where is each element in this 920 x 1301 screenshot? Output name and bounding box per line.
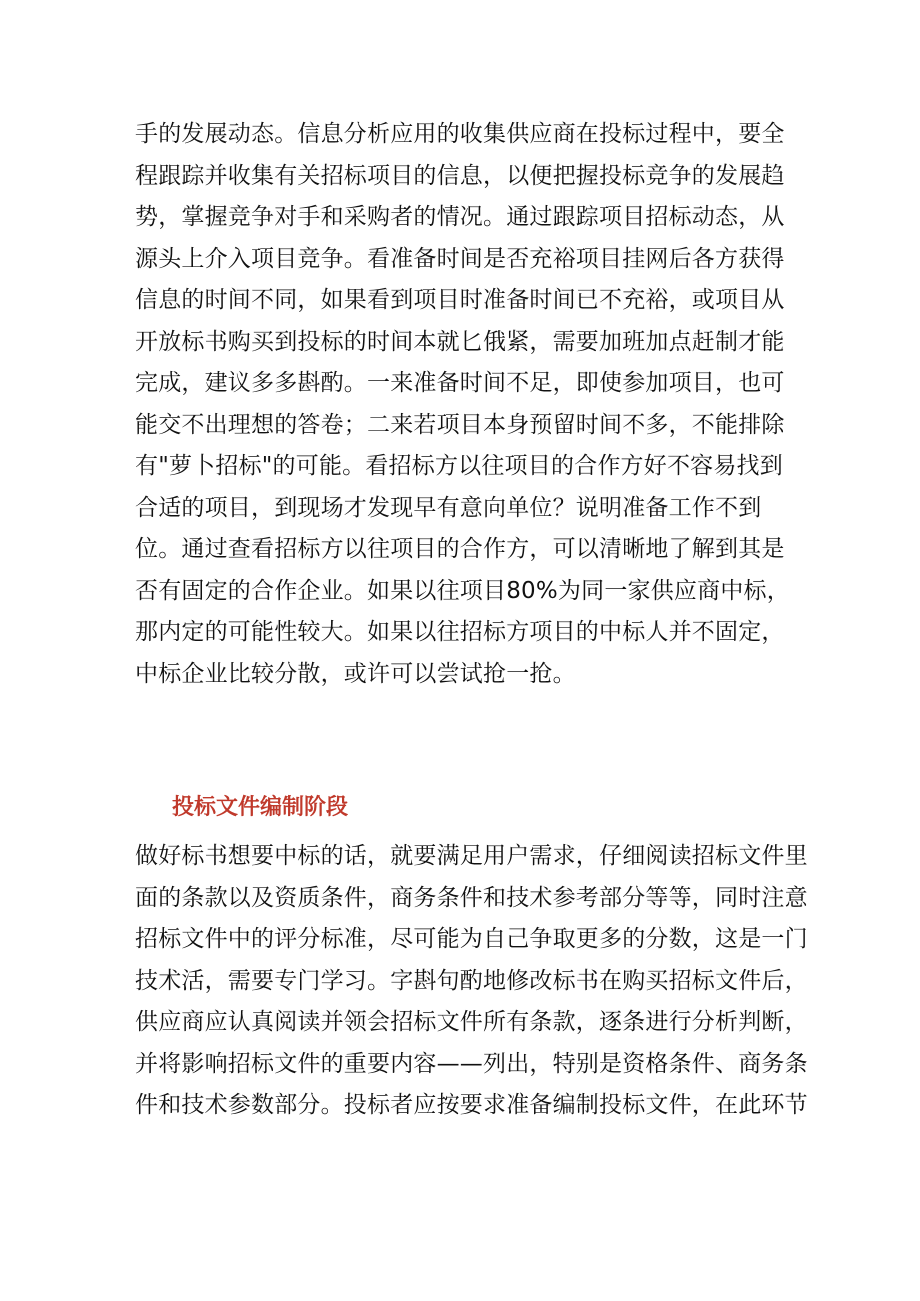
- text-line: 技术活，需要专门学习。字斟句酌地修改标书在购买招标文件后，: [135, 967, 808, 994]
- text-line: 位。通过查看招标方以往项目的合作方，可以清晰地了解到其是: [135, 536, 785, 562]
- text-line: 招标文件中的评分标准，尽可能为自己争取更多的分数，这是一门: [135, 926, 808, 952]
- text-line: 能交不出理想的答卷；二来若项目本身预留时间不多，不能排除: [135, 411, 785, 438]
- text-line: 开放标书购买到投标的时间本就匕俄紧，需要加班加点赶制才能: [135, 328, 785, 355]
- section-heading: 投标文件编制阶段: [172, 795, 349, 820]
- text-line: 否有固定的合作企业。如果以往项目80%为同一家供应商中标，: [135, 577, 790, 604]
- text-line: 中标企业比较分散，或许可以尝试抢一抢。: [135, 660, 576, 687]
- text-line: 完成，建议多多斟酌。一来准备时间不足，即使参加项目，也可: [135, 370, 785, 396]
- text-line: 合适的项目，到现场才发现早有意向单位？说明准备工作不到: [135, 494, 762, 521]
- text-line: 供应商应认真阅读并领会招标文件所有条款，逐条进行分析判断，: [135, 1009, 808, 1035]
- text-line: 面的条款以及资质条件，商务条件和技术参考部分等等，同时注意: [135, 884, 808, 911]
- text-line: 源头上介入项目竞争。看准备时间是否充裕项目挂网后各方获得: [135, 245, 785, 272]
- paragraph-bid-tracking: [135, 114, 815, 695]
- text-line: 手的发展动态。信息分析应用的收集供应商在投标过程中，要全: [135, 121, 785, 147]
- text-line: 有"萝卜招标"的可能。看招标方以往项目的合作方好不容易找到: [135, 453, 783, 479]
- text-line: 势，掌握竞争对手和采购者的情况。通过跟踪项目招标动态，从: [135, 204, 785, 230]
- text-line: 那内定的可能性较大。如果以往招标方项目的中标人并不固定，: [135, 619, 785, 645]
- paragraph-bid-preparation: [135, 836, 815, 1127]
- text-line: 件和技术参数部分。投标者应按要求准备编制投标文件，在此环节: [135, 1092, 808, 1118]
- text-line: 并将影响招标文件的重要内容——列出，特别是资格条件、商务条: [135, 1050, 808, 1077]
- text-line: 做好标书想要中标的话，就要满足用户需求，仔细阅读招标文件里: [135, 843, 808, 869]
- text-line: 信息的时间不同，如果看到项目时准备时间已不充裕，或项目从: [135, 287, 785, 313]
- text-line: 程跟踪并收集有关招标项目的信息，以便把握投标竞争的发展趋: [135, 162, 785, 189]
